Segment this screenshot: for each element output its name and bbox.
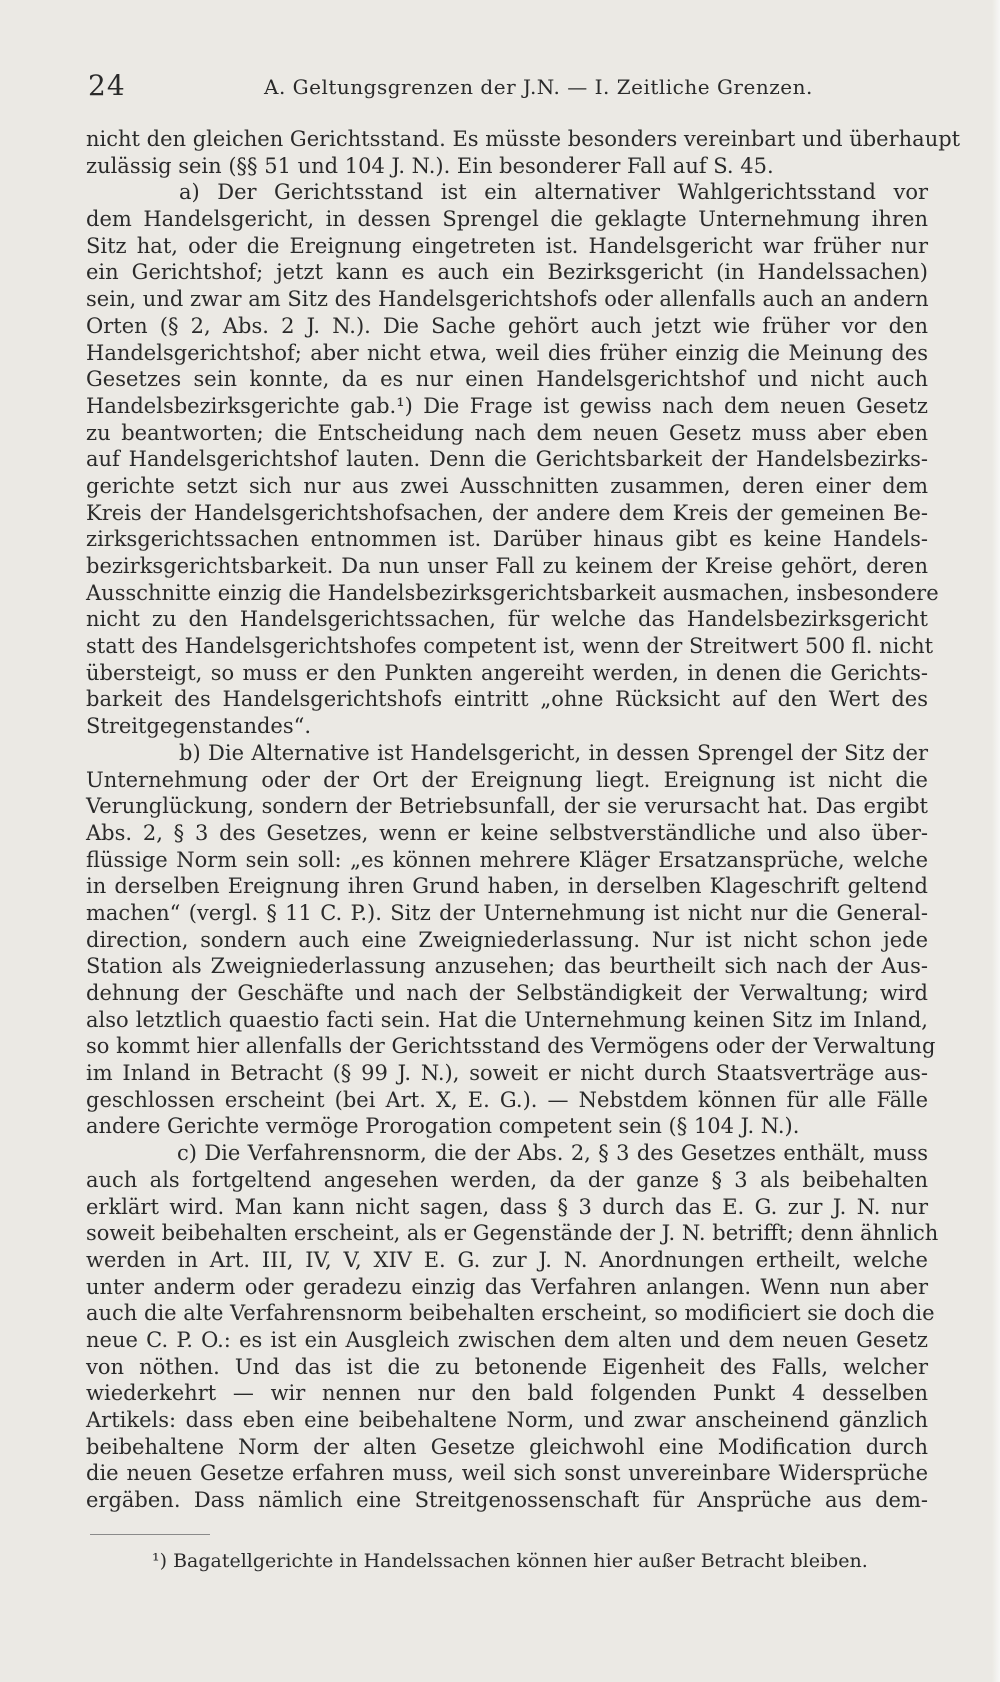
text-line: machen“ (vergl. § 11 C. P.). Sitz der Unternehmung ist nicht nur die General- xyxy=(86,900,928,925)
text-line: soweit beibehalten erscheint, als er Gegenstände der J. N. betrifft; denn ähnlich xyxy=(86,1221,939,1246)
text-line: wiederkehrt — wir nennen nur den bald folgenden Punkt 4 desselben xyxy=(86,1381,928,1406)
text-line: c) Die Verfahrensnorm, die der Abs. 2, § 3 des Gesetzes enthält, muss xyxy=(177,1141,928,1166)
text-line: nicht den gleichen Gerichtsstand. Es müsste besonders vereinbart und überhaupt xyxy=(86,127,961,151)
text-line: Streitgegenstandes“. xyxy=(86,714,312,739)
text-line: erklärt wird. Man kann nicht sagen, dass § 3 durch das E. G. zur J. N. nur xyxy=(86,1194,928,1219)
text-line: statt des Handelsgerichtshofes competent ist, wenn der Streitwert 500 fl. nicht xyxy=(86,634,934,659)
footnote-rule xyxy=(90,1534,210,1535)
text-line: beibehaltene Norm der alten Gesetze gleichwohl eine Modification durch xyxy=(86,1434,928,1459)
text-line: Unternehmung oder der Ort der Ereignung liegt. Ereignung ist nicht die xyxy=(86,767,928,792)
text-line: übersteigt, so muss er den Punkten angereiht werden, in denen die Gerichts- xyxy=(86,660,928,685)
text-line: sein, und zwar am Sitz des Handelsgerichtshofs oder allenfalls auch an andern xyxy=(86,287,929,312)
text-line: werden in Art. III, IV, V, XIV E. G. zur J. N. Anordnungen ertheilt, welche xyxy=(86,1247,928,1272)
text-line: Handelsbezirksgerichte gab.¹) Die Frage ist gewiss nach dem neuen Gesetz xyxy=(86,393,928,418)
text-line: in derselben Ereignung ihren Grund haben, in derselben Klageschrift geltend xyxy=(86,874,928,899)
text-line: auf Handelsgerichtshof lauten. Denn die Gerichtsbarkeit der Handelsbezirks- xyxy=(86,447,928,472)
text-line: flüssige Norm sein soll: „es können mehrere Kläger Ersatzansprüche, welche xyxy=(86,847,928,872)
text-line: geschlossen erscheint (bei Art. X, E. G.). — Nebstdem können für alle Fälle xyxy=(86,1087,928,1112)
running-head xyxy=(88,66,930,106)
text-line: Gesetzes sein konnte, da es nur einen Handelsgerichtshof und nicht auch xyxy=(86,367,928,392)
text-line: neue C. P. O.: es ist ein Ausgleich zwischen dem alten und dem neuen Gesetz xyxy=(86,1327,928,1352)
text-line: Station als Zweigniederlassung anzusehen; das beurtheilt sich nach der Aus- xyxy=(86,954,928,979)
text-line: die neuen Gesetze erfahren muss, weil sich sonst unvereinbare Widersprüche xyxy=(86,1461,928,1486)
text-line: im Inland in Betracht (§ 99 J. N.), soweit er nicht durch Staatsverträge aus- xyxy=(86,1061,928,1086)
page-edge xyxy=(992,0,1000,1682)
text-line: Ausschnitte einzig die Handelsbezirksgerichtsbarkeit ausmachen, insbesondere xyxy=(86,580,939,605)
text-line: b) Die Alternative ist Handelsgericht, in dessen Sprengel der Sitz der xyxy=(179,740,928,765)
footnote: ¹) Bagatellgerichte in Handelssachen können hier außer Betracht bleiben. xyxy=(152,1550,868,1572)
text-line: so kommt hier allenfalls der Gerichtsstand des Vermögens oder der Verwaltung xyxy=(86,1034,936,1059)
page-number: 24 xyxy=(88,69,126,102)
text-line: ergäben. Dass nämlich eine Streitgenossenschaft für Ansprüche aus dem- xyxy=(86,1488,928,1513)
text-line: Artikels: dass eben eine beibehaltene Norm, und zwar anscheinend gänzlich xyxy=(86,1408,928,1432)
text-line: zirksgerichtssachen entnommen ist. Darüber hinaus gibt es keine Handels- xyxy=(86,527,928,552)
text-line: direction, sondern auch eine Zweigniederlassung. Nur ist nicht schon jede xyxy=(86,927,928,952)
text-line: unter anderm oder geradezu einzig das Verfahren anlangen. Wenn nun aber xyxy=(86,1274,928,1299)
text-line: bezirksgerichtsbarkeit. Da nun unser Fall zu keinem der Kreise gehört, deren xyxy=(86,554,928,578)
text-line: ein Gerichtshof; jetzt kann es auch ein Bezirksgericht (in Handelssachen) xyxy=(86,260,928,285)
text-line: andere Gerichte vermöge Prorogation competent sein (§ 104 J. N.). xyxy=(86,1114,800,1139)
text-line: Sitz hat, oder die Ereignung eingetreten ist. Handelsgericht war früher nur xyxy=(86,233,928,258)
text-line: zu beantworten; die Entscheidung nach dem neuen Gesetz muss aber eben xyxy=(86,420,928,445)
text-line: Handelsgerichtshof; aber nicht etwa, weil dies früher einzig die Meinung des xyxy=(86,340,928,365)
text-line: zulässig sein (§§ 51 und 104 J. N.). Ein besonderer Fall auf S. 45. xyxy=(86,153,774,178)
text-line: a) Der Gerichtsstand ist ein alternativer Wahlgerichtsstand vor xyxy=(179,180,928,205)
text-line: Abs. 2, § 3 des Gesetzes, wenn er keine selbstverständliche und also über- xyxy=(86,820,928,845)
text-line: nicht zu den Handelsgerichtssachen, für welche das Handelsbezirksgericht xyxy=(86,607,928,632)
text-line: gerichte setzt sich nur aus zwei Ausschnitten zusammen, deren einer dem xyxy=(86,473,928,498)
text-line: Orten (§ 2, Abs. 2 J. N.). Die Sache gehört auch jetzt wie früher vor den xyxy=(86,313,928,338)
text-line: barkeit des Handelsgerichtshofs eintritt „ohne Rücksicht auf den Wert des xyxy=(86,687,928,712)
running-title: A. Geltungsgrenzen der J.N. — I. Zeitliche Grenzen. xyxy=(264,75,813,99)
text-line: dem Handelsgericht, in dessen Sprengel die geklagte Unternehmung ihren xyxy=(86,207,928,232)
text-line: Kreis der Handelsgerichtshofsachen, der andere dem Kreis der gemeinen Be- xyxy=(86,500,928,525)
text-line: also letztlich quaestio facti sein. Hat die Unternehmung keinen Sitz im Inland, xyxy=(86,1007,928,1032)
text-line: dehnung der Geschäfte und nach der Selbständigkeit der Verwaltung; wird xyxy=(86,981,928,1005)
text-line: Verunglückung, sondern der Betriebsunfall, der sie verursacht hat. Das ergibt xyxy=(86,794,928,819)
text-line: auch als fortgeltend angesehen werden, da der ganze § 3 als beibehalten xyxy=(86,1167,928,1192)
text-line: von nöthen. Und das ist die zu betonende Eigenheit des Falls, welcher xyxy=(86,1354,928,1379)
text-line: auch die alte Verfahrensnorm beibehalten erscheint, so modificiert sie doch die xyxy=(86,1301,935,1326)
body-text xyxy=(86,126,961,1514)
